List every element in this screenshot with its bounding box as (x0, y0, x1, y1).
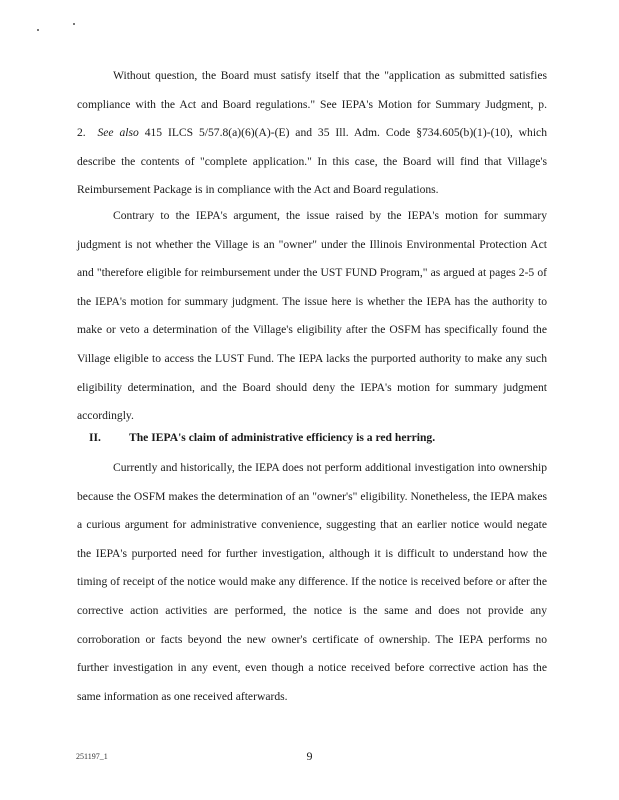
section-heading (77, 428, 547, 448)
paragraph-3-text: Currently and historically, the IEPA does not perform additional investigation into ownership because the OSFM makes the determination of an "owner's" eligibility. Nonetheless, the IEPA makes a curious argument for administrative convenience, suggesting that an earlier notice would negate the IEPA's purported need for further investigation, although it is difficult to understand how the timing of receipt of the notice would make any difference. If the notice is received before or after the corrective action activities are performed, the notice is the same and does not provide any corroboration or facts beyond the new owner's certificate of ownership. The IEPA performs no further investigation in any event, even though a notice received before corrective action has the same information as one received afterwards. (77, 461, 547, 703)
scan-artifact (73, 23, 75, 25)
page-number: 9 (306, 749, 313, 763)
paragraph-1-text-b: 415 ILCS 5/57.8(a)(6)(A)-(E) and 35 Ill. Adm. Code §734.605(b)(1)-(10), which describe the contents of "complete application." In this case, the Board will find that Village's Reimbursement Package is in compliance with the Act and Board regulations. (77, 126, 547, 197)
section-title: The IEPA's claim of administrative efficiency is a red herring. (129, 431, 436, 444)
see-also-signal: See also (97, 126, 139, 140)
paragraph-2-text: Contrary to the IEPA's argument, the issue raised by the IEPA's motion for summary judgment is not whether the Village is an "owner" under the Illinois Environmental Protection Act and "therefore eligible for reimbursement under the UST FUND Program," as argued at pages 2-5 of the IEPA's motion for summary judgment. The issue here is whether the IEPA has the authority to make or veto a determination of the Village's eligibility after the OSFM has specifically found the Village eligible to access the LUST Fund. The IEPA lacks the purported authority to make any such eligibility determination, and the Board should deny the IEPA's motion for summary judgment accordingly. (77, 209, 547, 423)
paragraph-1-text-a: Without question, the Board must satisfy itself that the "application as submitted satisfies compliance with the Act and Board regulations." See IEPA's Motion for Summary Judgment, p. 2. (77, 69, 547, 140)
scan-artifact (37, 29, 39, 31)
paragraph-2 (77, 202, 547, 431)
paragraph-3 (77, 454, 547, 711)
document-id: 251197_1 (76, 752, 108, 761)
section-number: II. (89, 431, 101, 444)
paragraph-1 (77, 62, 547, 205)
